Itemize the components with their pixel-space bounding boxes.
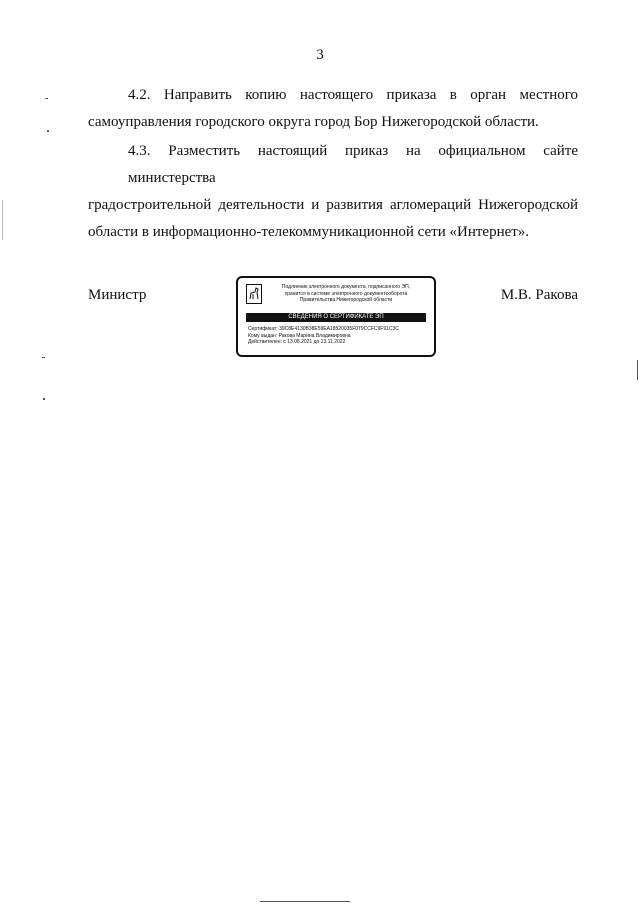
- coat-of-arms-icon: [246, 284, 262, 304]
- page-number: 3: [316, 47, 324, 63]
- signer-position: Министр: [88, 287, 147, 303]
- certificate-validity: Действителен: с 13.08.2021 до 13.11.2022: [248, 339, 346, 345]
- scan-artifact: [637, 360, 638, 380]
- text-line: самоуправления городского округа город Бор Нижегородской области.: [88, 114, 539, 130]
- scan-artifact: [45, 98, 48, 99]
- text-line: 4.3. Разместить настоящий приказ на официальном сайте министерства: [128, 143, 578, 186]
- paragraph-4-3: [88, 138, 578, 246]
- stamp-header-line: Правительства Нижегородской области: [299, 297, 393, 303]
- stamp-header-line: хранится в системе электронного документооборота: [284, 290, 408, 297]
- text-line: градостроительной деятельности и развития агломераций Нижегородской: [88, 197, 578, 213]
- stamp-header-line: Подлинник электронного документа, подписанного ЭП,: [281, 284, 411, 290]
- scan-artifact: [43, 398, 45, 400]
- scan-artifact: [47, 130, 49, 132]
- signer-name: М.В. Ракова: [500, 287, 578, 303]
- stamp-title: СВЕДЕНИЯ О СЕРТИФИКАТЕ ЭП: [246, 313, 426, 322]
- certificate-owner: Кому выдан: Ракова Марина Владимировна: [248, 332, 351, 339]
- text-line: 4.2. Направить копию настоящего приказа в орган местного: [128, 87, 578, 103]
- electronic-signature-stamp: [236, 276, 436, 357]
- scan-artifact: [260, 901, 350, 902]
- text-line: области в информационно-телекоммуникационной сети «Интернет».: [88, 224, 530, 240]
- scan-artifact: [42, 357, 45, 358]
- scan-artifact: [2, 200, 3, 240]
- paragraph-4-2: [88, 82, 578, 136]
- certificate-number: Сертификат: 39C8E4130B38E59EA18520035F079CCFC9F91C3C: [248, 326, 399, 332]
